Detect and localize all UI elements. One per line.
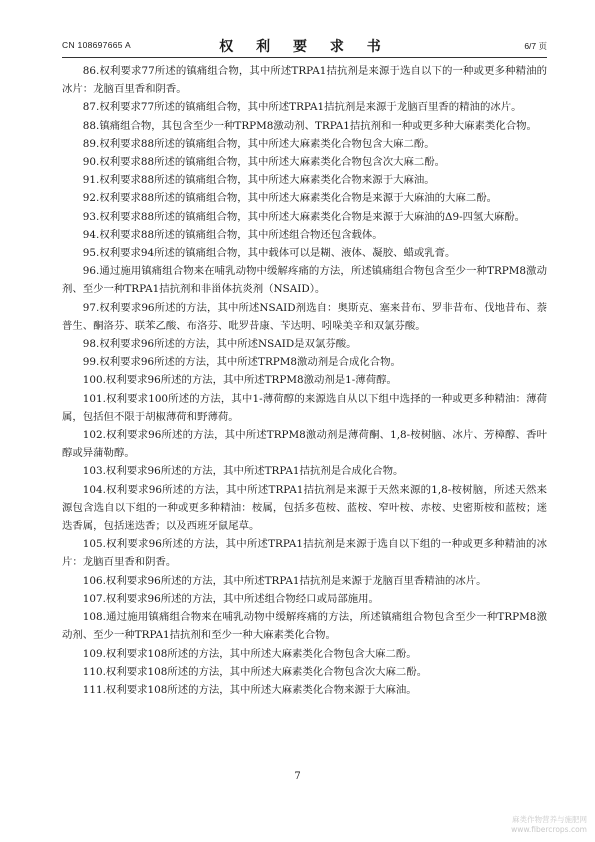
claim-91: 91.权利要求88所述的镇痛组合物，其中所述大麻素类化合物来源于大麻油。 [82, 174, 435, 187]
claim-110: 110.权利要求108所述的方法，其中所述大麻素类化合物包含次大麻二酚。 [82, 665, 428, 678]
claims-body [62, 62, 547, 699]
claim-107: 107.权利要求96所述的方法，其中所述组合物经口或局部施用。 [82, 592, 379, 605]
claim-104: 104.权利要求96所述的方法，其中所述TRPA1拮抗剂是来源于天然来源的1,8-桉树脑，所述天然来源包含选自以下组的一种或更多种精油：桉属，包括多苞桉、蓝桉、窄叶桉、赤桉、史密斯桉和蓝桉；迷迭香属，包括迷迭香；以及西班牙鼠尾草。 [62, 483, 547, 533]
claim-94: 94.权利要求88所述的镇痛组合物，其中所述组合物还包含载体。 [82, 228, 383, 241]
claim-86: 86.权利要求77所述的镇痛组合物，其中所述TRPA1拮抗剂是来源于选自以下的一种或更多种精油的冰片：龙脑百里香和阴香。 [62, 65, 547, 96]
watermark-url: www.fibercrops.com [511, 825, 587, 834]
claim-88: 88.镇痛组合物，其包含至少一种TRPM8激动剂、TRPA1拮抗剂和一种或更多种大麻素类化合物。 [82, 119, 537, 132]
claim-99: 99.权利要求96所述的方法，其中所述TRPM8激动剂是合成化合物。 [82, 356, 401, 369]
patent-number: CN 108697665 A [62, 40, 131, 50]
claim-90: 90.权利要求88所述的镇痛组合物，其中所述大麻素类化合物包含次大麻二酚。 [82, 156, 446, 169]
claim-92: 92.权利要求88所述的镇痛组合物，其中所述大麻素类化合物是来源于大麻油的大麻二酚。 [82, 192, 497, 205]
page-indicator: 6/7 页 [524, 41, 547, 51]
claim-101: 101.权利要求100所述的方法，其中1-薄荷醇的来源选自从以下组中选择的一种或更多种精油：薄荷属，包括但不限于胡椒薄荷和野薄荷。 [62, 392, 547, 423]
header-rule [62, 57, 547, 58]
claim-93: 93.权利要求88所述的镇痛组合物，其中所述大麻素类化合物是来源于大麻油的Δ9-四氢大麻酚。 [82, 210, 526, 223]
claim-105: 105.权利要求96所述的方法，其中所述TRPA1拮抗剂是来源于选自以下组的一种或更多种精油的冰片：龙脑百里香和阴香。 [62, 538, 547, 569]
claim-103: 103.权利要求96所述的方法，其中所述TRPA1拮抗剂是合成化合物。 [82, 465, 404, 478]
claim-102: 102.权利要求96所述的方法，其中所述TRPM8激动剂是薄荷酮、1,8-桉树脑、冰片、芳樟醇、香叶醇或异蒲勒醇。 [62, 429, 547, 460]
claim-100: 100.权利要求96所述的方法，其中所述TRPM8激动剂是1-薄荷醇。 [82, 374, 397, 387]
claim-89: 89.权利要求88所述的镇痛组合物，其中所述大麻素类化合物包含大麻二酚。 [82, 137, 435, 150]
claim-96: 96.通过施用镇痛组合物来在哺乳动物中缓解疼痛的方法，所述镇痛组合物包含至少一种TRPM8激动剂、至少一种TRPA1拮抗剂和非甾体抗炎剂（NSAID）。 [62, 265, 547, 296]
claim-109: 109.权利要求108所述的方法，其中所述大麻素类化合物包含大麻二酚。 [82, 647, 417, 660]
claim-87: 87.权利要求77所述的镇痛组合物，其中所述TRPA1拮抗剂是来源于龙脑百里香的精油的冰片。 [82, 101, 522, 114]
claim-95: 95.权利要求94所述的镇痛组合物，其中载体可以是糊、液体、凝胶、蜡或乳膏。 [82, 247, 456, 260]
page-number: 7 [294, 771, 301, 782]
site-watermark [511, 815, 587, 835]
claim-97: 97.权利要求96所述的方法，其中所述NSAID剂选自：奥斯克、塞来昔布、罗非昔布、伐地昔布、萘普生、酮洛芬、联苯乙酸、布洛芬、吡罗昔康、苄达明、吲哚美辛和双氯芬酸。 [62, 301, 547, 332]
claim-98: 98.权利要求96所述的方法，其中所述NSAID是双氯芬酸。 [82, 338, 357, 351]
claim-106: 106.权利要求96所述的方法，其中所述TRPA1拮抗剂是来源于龙脑百里香精油的冰片。 [82, 574, 487, 587]
page-header [62, 36, 547, 56]
document-title: 权 利 要 求 书 [219, 39, 390, 55]
watermark-name: 麻类作物营养与施肥网 [512, 815, 587, 824]
claim-111: 111.权利要求108所述的方法，其中所述大麻素类化合物来源于大麻油。 [82, 683, 417, 696]
claim-108: 108.通过施用镇痛组合物来在哺乳动物中缓解疼痛的方法，所述镇痛组合物包含至少一种TRPM8激动剂、至少一种TRPA1拮抗剂和至少一种大麻素类化合物。 [62, 611, 547, 642]
